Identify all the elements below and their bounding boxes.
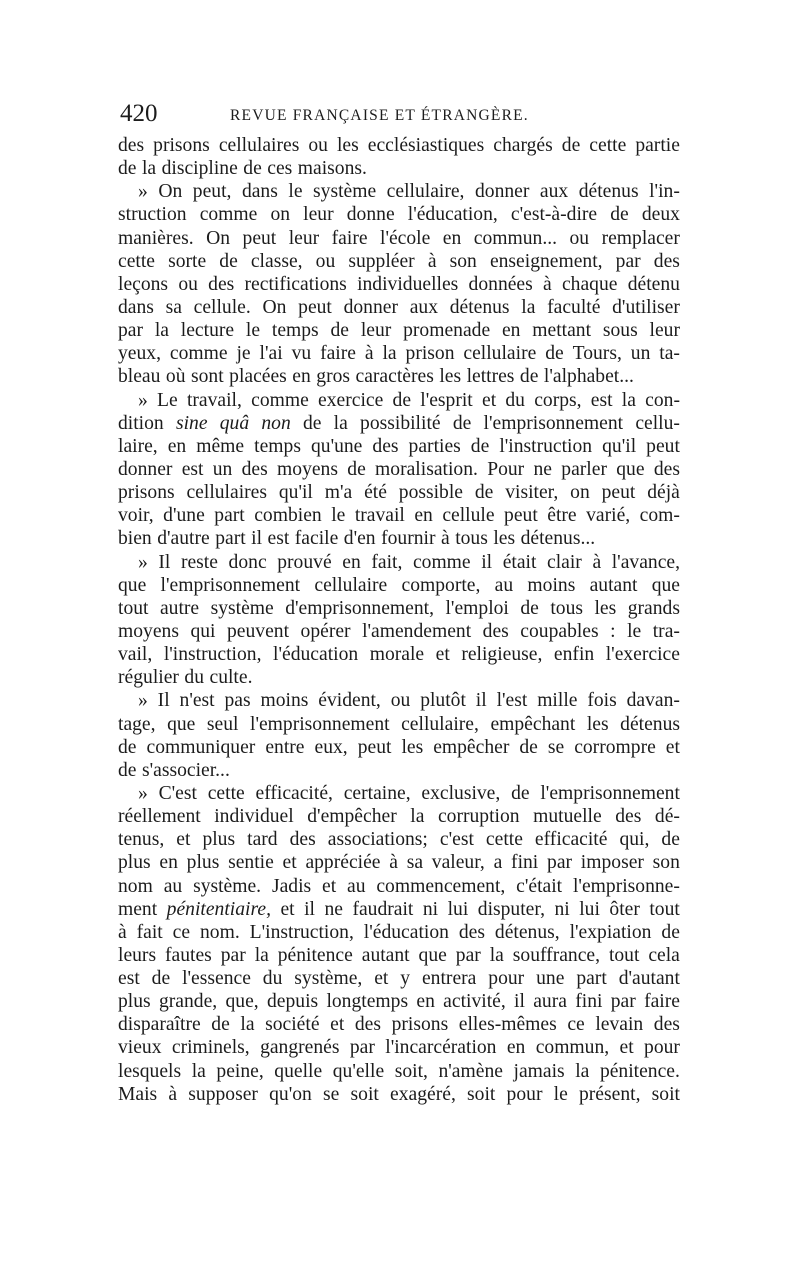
text-line: tout autre système d'emprisonnement, l'emploi de tous les grands <box>118 597 680 619</box>
book-page <box>118 100 680 1106</box>
text-line: struction comme on leur donne l'éducation, c'est-à-dire de deux <box>118 204 680 226</box>
text-line: prisons cellulaires qu'il m'a été possible de visiter, on peut déjà <box>118 482 680 504</box>
text-line: dition sine quâ non de la possibilité de l'emprisonnement cellu- <box>118 412 680 434</box>
text-line: plus grande, que, depuis longtemps en activité, il aura fini par faire <box>118 991 680 1013</box>
page-number: 420 <box>120 100 158 127</box>
text-line: manières. On peut leur faire l'école en commun... ou remplacer <box>118 227 680 249</box>
text-line: yeux, comme je l'ai vu faire à la prison cellulaire de Tours, un ta- <box>118 343 680 365</box>
text-line: de la discipline de ces maisons. <box>118 158 367 180</box>
text-line: cette sorte de classe, ou suppléer à son enseignement, par des <box>118 250 680 272</box>
text-line: réellement individuel d'empêcher la corruption mutuelle des dé- <box>118 806 680 828</box>
text-line: ment pénitentiaire, et il ne faudrait ni lui disputer, ni lui ôter tout <box>118 898 680 920</box>
text-line: » Il reste donc prouvé en fait, comme il était clair à l'avance, <box>138 551 680 573</box>
text-line: » On peut, dans le système cellulaire, donner aux détenus l'in- <box>138 181 680 203</box>
text-line: » Il n'est pas moins évident, ou plutôt il l'est mille fois davan- <box>138 690 680 712</box>
text-line: » Le travail, comme exercice de l'esprit et du corps, est la con- <box>138 389 680 411</box>
text-line: nom au système. Jadis et au commencement, c'était l'emprisonne- <box>118 875 680 897</box>
text-line: donner est un des moyens de moralisation. Pour ne parler que des <box>118 458 680 480</box>
text-line: bleau où sont placées en gros caractères les lettres de l'alphabet... <box>118 366 634 388</box>
text-line: bien d'autre part il est facile d'en fournir à tous les détenus... <box>118 528 596 550</box>
text-line: disparaître de la société et des prisons elles-mêmes ce levain des <box>118 1014 680 1036</box>
body-text <box>118 134 680 1106</box>
text-line: tage, que seul l'emprisonnement cellulaire, empêchant les détenus <box>118 713 680 735</box>
text-line: est de l'essence du système, et y entrera pour une part d'autant <box>118 968 680 990</box>
text-line: voir, d'une part combien le travail en cellule peut être varié, com- <box>118 505 680 527</box>
text-line: que l'emprisonnement cellulaire comporte, au moins autant que <box>118 574 680 596</box>
text-line: à fait ce nom. L'instruction, l'éducation des détenus, l'expiation de <box>118 921 680 943</box>
text-line: laire, en même temps qu'une des parties de l'instruction qu'il peut <box>118 435 680 457</box>
running-head <box>118 100 680 134</box>
text-line: tenus, et plus tard des associations; c'est cette efficacité qui, de <box>118 829 680 851</box>
text-line: » C'est cette efficacité, certaine, exclusive, de l'emprisonnement <box>138 782 680 804</box>
text-line: vail, l'instruction, l'éducation morale et religieuse, enfin l'exercice <box>118 644 680 666</box>
text-line: leçons ou des rectifications individuelles données à chaque détenu <box>118 273 680 295</box>
text-line: moyens qui peuvent opérer l'amendement des coupables : le tra- <box>118 620 680 642</box>
text-line: vieux criminels, gangrenés par l'incarcération en commun, et pour <box>118 1037 680 1059</box>
running-title: REVUE FRANÇAISE ET ÉTRANGÈRE. <box>230 107 529 124</box>
text-line: de communiquer entre eux, peut les empêcher de se corrompre et <box>118 736 680 758</box>
text-line: régulier du culte. <box>118 667 253 689</box>
text-line: des prisons cellulaires ou les ecclésiastiques chargés de cette partie <box>118 135 680 156</box>
text-line: dans sa cellule. On peut donner aux détenus la faculté d'utiliser <box>118 296 680 318</box>
text-line: leurs fautes par la pénitence autant que par la souffrance, tout cela <box>118 944 680 966</box>
text-line: Mais à supposer qu'on se soit exagéré, soit pour le présent, soit <box>118 1083 680 1105</box>
text-line: par la lecture le temps de leur promenade en mettant sous leur <box>118 320 680 342</box>
text-line: plus en plus sentie et appréciée à sa valeur, a fini par imposer son <box>118 852 680 874</box>
text-line: lesquels la peine, quelle qu'elle soit, n'amène jamais la pénitence. <box>118 1060 680 1082</box>
text-line: de s'associer... <box>118 759 230 781</box>
